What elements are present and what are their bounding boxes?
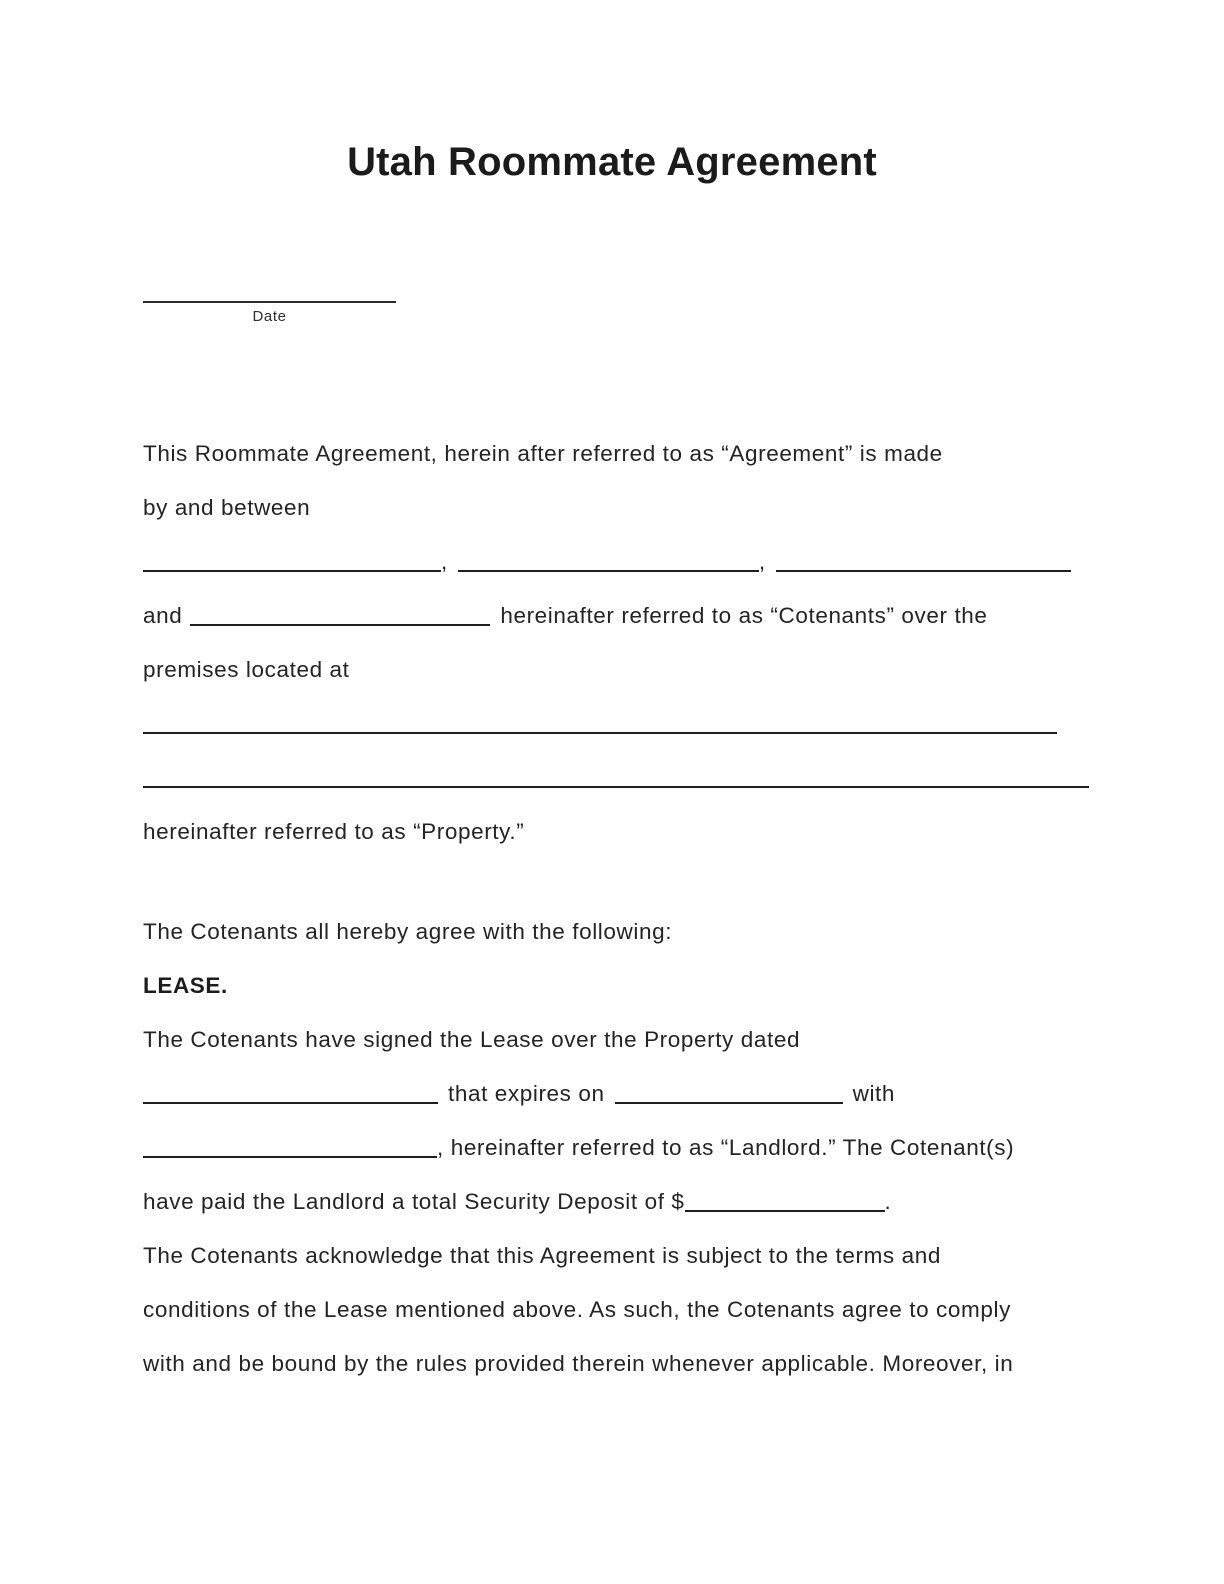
date-block — [143, 301, 396, 326]
premises-clause: premises located at — [143, 657, 350, 682]
expiration-date-blank — [615, 1070, 843, 1104]
landlord-name-blank — [143, 1124, 437, 1158]
document-body — [143, 427, 1174, 1391]
expires-clause: that expires on — [448, 1081, 605, 1106]
and-word: and — [143, 603, 183, 628]
lease-heading: LEASE. — [143, 973, 228, 998]
lease-line-1: The Cotenants have signed the Lease over the Property dated — [143, 1027, 801, 1052]
comma-separator: , — [758, 549, 766, 574]
landlord-row — [143, 1121, 1174, 1175]
with-word: with — [852, 1081, 896, 1106]
cotenants-clause-row — [143, 589, 1174, 643]
property-address-blank-1 — [143, 700, 1057, 734]
comma-separator: , — [441, 549, 448, 574]
deposit-amount-blank — [685, 1178, 885, 1212]
cotenant-name-blank-2 — [458, 538, 759, 572]
cotenant-name-blank-4 — [190, 592, 490, 626]
deposit-row — [143, 1175, 1174, 1229]
intro-line-2: by and between — [143, 495, 311, 520]
lease-dates-row — [143, 1067, 1174, 1121]
cotenants-clause: hereinafter referred to as “Cotenants” over the — [500, 603, 988, 628]
deposit-clause: have paid the Landlord a total Security Deposit of $ — [143, 1189, 685, 1214]
document-title: Utah Roommate Agreement — [347, 140, 877, 184]
cotenant-name-blank-1 — [143, 538, 441, 572]
agree-clause: The Cotenants all hereby agree with the following: — [143, 919, 673, 944]
property-clause: hereinafter referred to as “Property.” — [143, 819, 525, 844]
acknowledge-line-2: conditions of the Lease mentioned above. As such, the Cotenants agree to comply — [143, 1297, 1011, 1322]
period-mark: . — [884, 1189, 892, 1214]
acknowledge-line-3: with and be bound by the rules provided therein whenever applicable. Moreover, in — [143, 1351, 1014, 1376]
address-row-2 — [143, 751, 1174, 805]
property-address-blank-2 — [143, 754, 1089, 788]
date-blank-line — [143, 301, 396, 303]
date-label: Date — [252, 308, 287, 325]
address-row-1 — [143, 697, 1174, 751]
acknowledge-line-1: The Cotenants acknowledge that this Agreement is subject to the terms and — [143, 1243, 941, 1268]
intro-line-1: This Roommate Agreement, herein after referred to as “Agreement” is made — [143, 441, 943, 466]
lease-date-blank — [143, 1070, 438, 1104]
cotenant-name-blank-3 — [776, 538, 1071, 572]
landlord-clause: , hereinafter referred to as “Landlord.” The Cotenant(s) — [437, 1135, 1015, 1160]
cotenant-names-row — [143, 535, 1174, 589]
